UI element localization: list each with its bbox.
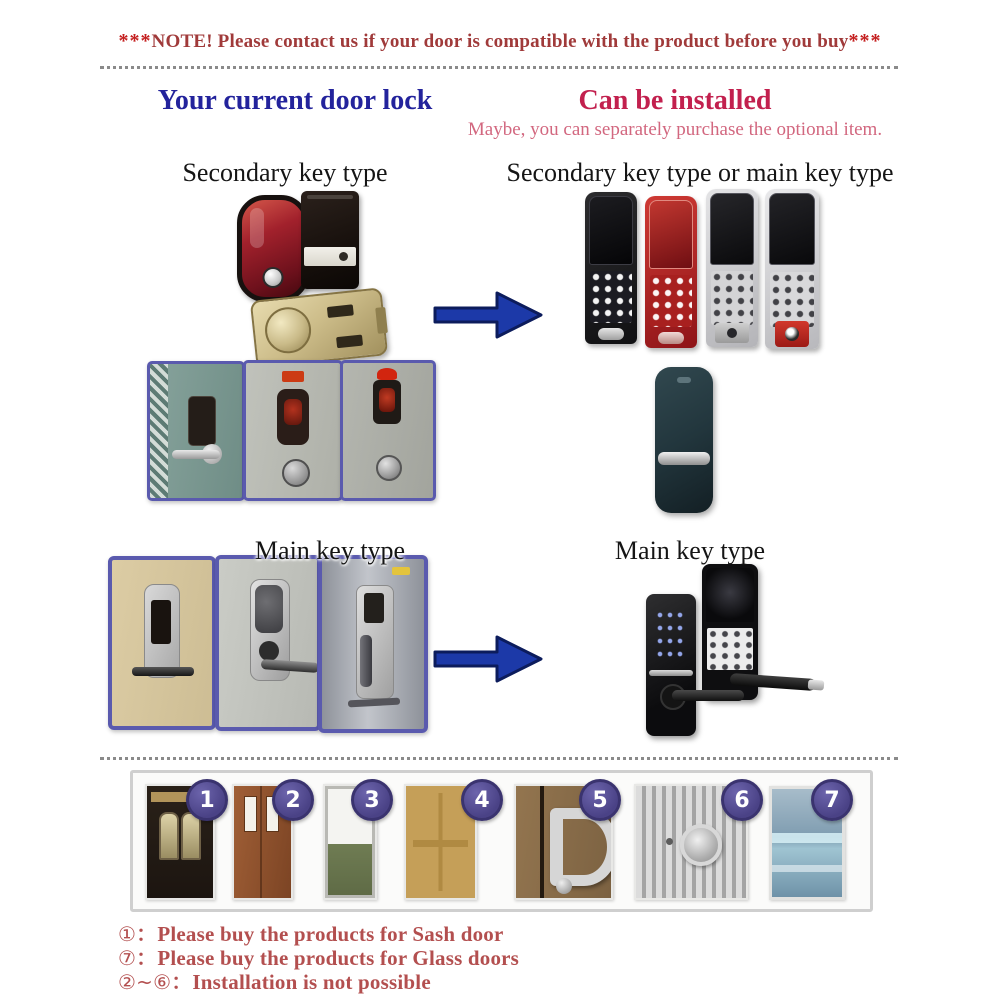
door-number: 7 <box>824 787 840 813</box>
door-pattern-strip <box>150 364 168 498</box>
legend-number: ⑦ <box>118 946 137 970</box>
door-seam <box>260 786 262 898</box>
door-window <box>244 796 257 832</box>
legend-text: Installation is not possible <box>192 970 431 994</box>
divider-dotted-top <box>100 66 898 69</box>
legend-separator: ： <box>171 970 193 994</box>
door-knob <box>556 878 572 894</box>
main-door-photo-3 <box>318 555 428 733</box>
lock-band <box>649 670 693 676</box>
arrow-right-icon <box>433 284 545 346</box>
lock-gloss <box>250 208 264 248</box>
legend-number: ① <box>118 922 137 946</box>
lock-keypad <box>707 628 753 670</box>
black-rect-lock-photo <box>301 191 359 289</box>
legend-separator: ： <box>136 922 158 946</box>
door-number-badge <box>186 779 228 821</box>
door-number-badge <box>351 779 393 821</box>
main-door-photo-1 <box>108 556 216 730</box>
secondary-door-photo-3 <box>340 360 436 501</box>
lock-base <box>348 698 400 708</box>
door-lock-window <box>284 399 302 425</box>
lock-keypad <box>711 271 753 325</box>
main-door-photo-2 <box>215 555 321 731</box>
door-number-badge <box>272 779 314 821</box>
note-text: NOTE! Please contact us if your door is compatible with the product before you buy <box>151 31 849 52</box>
note-asterisks-right: *** <box>848 30 882 52</box>
main-left-heading: Main key type <box>254 536 406 565</box>
slim-lock-black-photo <box>585 192 637 344</box>
arrow-right-icon <box>433 628 545 690</box>
lock-top-rim <box>307 195 353 199</box>
door-number-badge <box>811 779 853 821</box>
door-lock-window <box>379 388 395 412</box>
door-number: 5 <box>592 787 608 813</box>
lock-keypad <box>650 275 692 327</box>
door-handle <box>360 635 372 687</box>
lock-button <box>263 267 284 288</box>
main-lock-keypad-photo <box>702 564 758 700</box>
brass-slot <box>327 304 354 318</box>
lock-foot <box>775 321 809 347</box>
lock-screen <box>151 600 171 644</box>
red-oval-lock-photo <box>237 195 309 302</box>
main-right-heading: Main key type <box>614 536 766 565</box>
lock-lever-tip <box>808 679 825 690</box>
legend-text: Please buy the products for Sash door <box>157 922 504 946</box>
lock-keypad <box>590 271 632 323</box>
lock-lever <box>730 673 817 691</box>
door-number-badge <box>461 779 503 821</box>
door-knob <box>282 459 310 487</box>
legend-separator: ： <box>136 946 158 970</box>
lock-screen <box>364 593 384 623</box>
lock-foot <box>658 332 684 344</box>
note-asterisks-left: *** <box>118 30 152 52</box>
legend-text: Please buy the products for Glass doors <box>157 946 520 970</box>
main-lock-touchpad-photo <box>646 594 696 736</box>
secondary-door-photo-2 <box>243 360 343 501</box>
teal-lock-photo <box>655 367 713 513</box>
left-column-title: Your current door lock <box>157 85 433 116</box>
door-gap <box>540 786 544 898</box>
door-lever <box>172 450 220 459</box>
door-lock-body <box>277 389 309 445</box>
secondary-right-heading: Secondary key type or main key type <box>506 158 894 187</box>
brass-slot <box>336 335 363 349</box>
door-lock-body <box>373 380 401 424</box>
divider-dotted-middle <box>100 757 898 760</box>
top-note <box>0 30 1000 53</box>
door-lever-hub <box>259 641 279 661</box>
door-number: 6 <box>734 787 750 813</box>
lock-band <box>658 452 710 465</box>
lock-touchpad <box>655 610 687 662</box>
door-knob <box>376 455 402 481</box>
lock-band <box>304 247 356 266</box>
lock-foot <box>715 323 749 343</box>
legend-number: ②~⑥ <box>118 970 172 994</box>
door-glass-pane <box>413 793 468 891</box>
lock-screen <box>649 200 693 269</box>
lock-screen <box>769 193 815 265</box>
lock-screen <box>589 196 633 265</box>
round-knob <box>680 824 722 866</box>
brass-rim-lock-photo <box>250 287 388 368</box>
door-sticker <box>392 567 410 575</box>
door-indicator <box>377 368 397 380</box>
secondary-left-heading: Secondary key type <box>182 158 388 187</box>
brass-knob <box>263 305 314 356</box>
legend-line-not-possible <box>118 966 738 996</box>
door-lever <box>132 667 194 676</box>
keyhole <box>666 838 673 845</box>
right-column-title: Can be installed <box>578 85 772 116</box>
lock-foot-button <box>727 328 737 338</box>
slim-lock-silver-red-photo <box>765 189 819 349</box>
lock-keypad <box>770 272 814 326</box>
lock-foot <box>598 328 624 340</box>
right-column-subtitle: Maybe, you can separately purchase the optional item. <box>467 119 883 140</box>
lock-lever <box>672 690 744 701</box>
glass-reflection <box>772 865 842 872</box>
door-number: 2 <box>285 787 301 813</box>
door-number-badge <box>579 779 621 821</box>
glass-reflection <box>772 833 842 843</box>
lock-logo <box>677 377 691 383</box>
door-number: 1 <box>199 787 215 813</box>
slim-lock-red-photo <box>645 196 697 348</box>
slim-lock-silver-photo <box>706 189 758 347</box>
lock-band-dot <box>339 252 348 261</box>
lock-foot-button <box>785 327 799 341</box>
door-number: 3 <box>364 787 380 813</box>
lock-texture <box>255 585 283 633</box>
door-indicator <box>282 371 304 382</box>
door-number-badge <box>721 779 763 821</box>
door-number: 4 <box>474 787 490 813</box>
lock-screen <box>706 568 754 622</box>
door-lock-body <box>188 396 216 446</box>
door-glass-panel <box>159 812 179 860</box>
lock-screen <box>710 193 754 265</box>
brass-latch <box>375 307 388 334</box>
secondary-door-photo-1 <box>147 361 245 501</box>
